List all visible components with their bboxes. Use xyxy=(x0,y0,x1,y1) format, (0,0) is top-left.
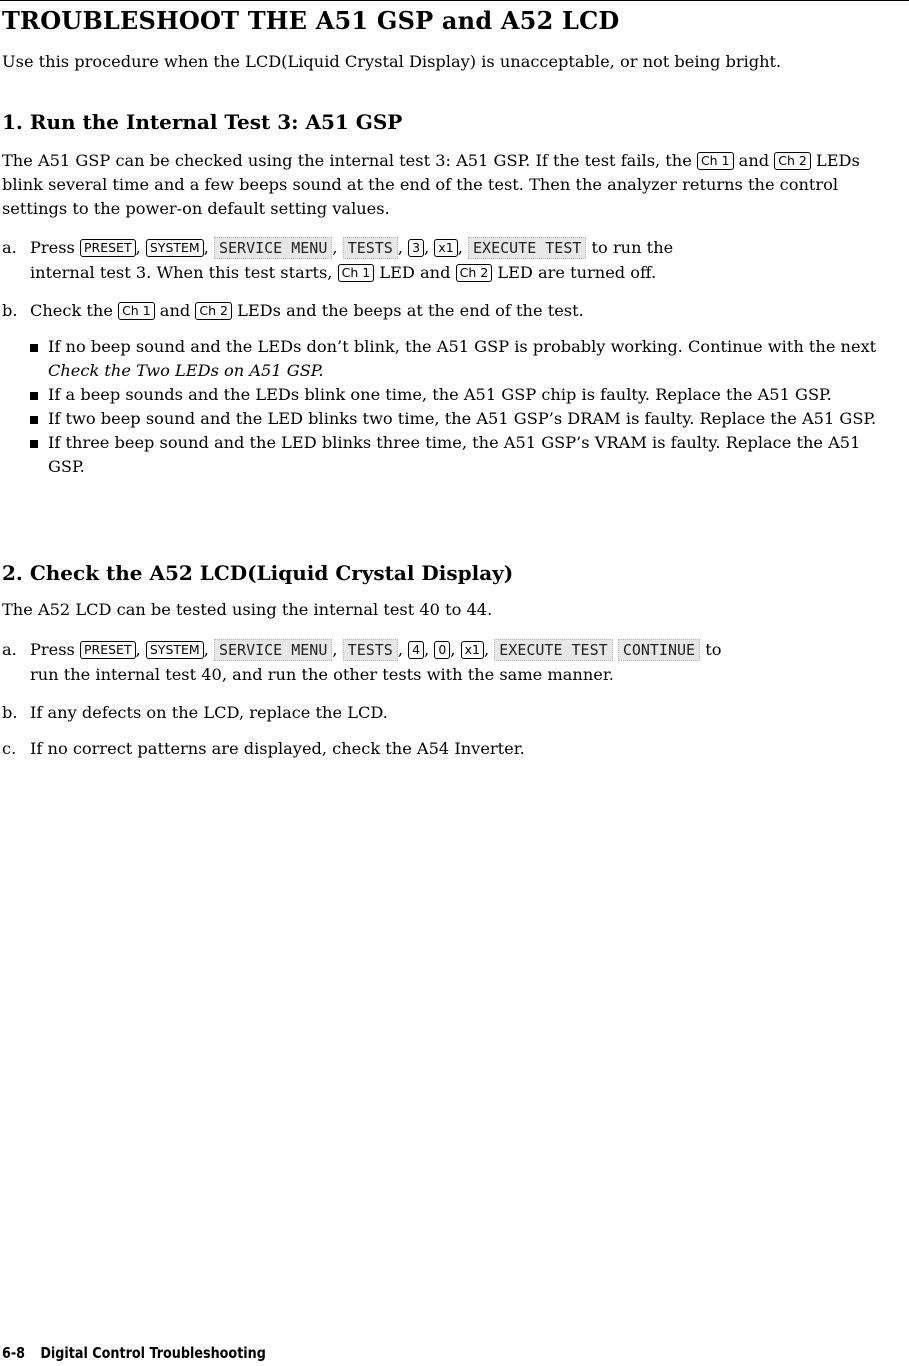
key-4[interactable]: 4 xyxy=(408,641,424,659)
section2-step-b xyxy=(2,700,902,725)
step-label: a. xyxy=(2,238,17,257)
service-menu-softkey[interactable]: SERVICE MENU xyxy=(214,639,332,661)
list-item xyxy=(30,407,890,431)
ch2-key[interactable]: Ch 2 xyxy=(195,302,232,320)
section1-paragraph xyxy=(2,149,902,221)
step-text: LED are turned off. xyxy=(492,263,657,282)
bullet-square-icon xyxy=(30,344,38,352)
section1-heading: 1. Run the Internal Test 3: A51 GSP xyxy=(2,110,403,134)
bullet-text: If two beep sound and the LED blinks two time, the A51 GSP’s DRAM is faulty. Replace the A51 GSP. xyxy=(48,409,877,428)
bullet-text: If three beep sound and the LED blinks three time, the A51 GSP’s VRAM is faulty. Replace the A51 GSP. xyxy=(48,433,861,476)
section2-step-c xyxy=(2,736,902,761)
section1-para-text: and xyxy=(733,151,775,170)
bullet-square-icon xyxy=(30,416,38,424)
bullet-text: If a beep sounds and the LEDs blink one time, the A51 GSP chip is faulty. Replace the A51 GSP. xyxy=(48,385,832,404)
cross-reference-link[interactable]: Check the Two LEDs on A51 GSP. xyxy=(48,361,324,380)
step-text: to xyxy=(700,640,722,659)
step-label: c. xyxy=(2,739,17,758)
ch2-key[interactable]: Ch 2 xyxy=(774,152,811,170)
bullet-square-icon xyxy=(30,392,38,400)
system-key[interactable]: SYSTEM xyxy=(146,239,204,257)
key-x1[interactable]: x1 xyxy=(461,641,484,659)
step-text: internal test 3. When this test starts, xyxy=(30,263,338,282)
section2-heading: 2. Check the A52 LCD(Liquid Crystal Display) xyxy=(2,561,514,585)
bullet-text: If no beep sound and the LEDs don’t blink, the A51 GSP is probably working. Continue with the next xyxy=(48,337,877,356)
step-text: Press xyxy=(30,238,80,257)
step-text: LEDs and the beeps at the end of the test. xyxy=(231,301,584,320)
key-0[interactable]: 0 xyxy=(434,641,450,659)
ch1-key[interactable]: Ch 1 xyxy=(697,152,734,170)
step-text: Check the xyxy=(30,301,119,320)
section2-step-a: a. Press PRESET , SYSTEM , SERVICE MENU , TESTS , 4 , 0 , x1 , EXECUTE TEST CONTINUE to run the internal test 40, and run the other tests with the same manner. xyxy=(2,637,902,687)
bullet-square-icon xyxy=(30,440,38,448)
step-label: a. xyxy=(2,640,17,659)
ch1-key[interactable]: Ch 1 xyxy=(338,264,375,282)
page-number: 6-8 xyxy=(2,1344,26,1362)
step-text: run the internal test 40, and run the other tests with the same manner. xyxy=(30,665,614,684)
tests-softkey[interactable]: TESTS xyxy=(343,237,398,259)
list-item xyxy=(30,431,890,479)
intro-text: Use this procedure when the LCD(Liquid Crystal Display) is unacceptable, or not being bright. xyxy=(2,52,782,71)
footer-section-title: Digital Control Troubleshooting xyxy=(40,1344,266,1362)
section1-para-text: The A51 GSP can be checked using the internal test 3: A51 GSP. If the test fails, the xyxy=(2,151,697,170)
page-footer xyxy=(2,1344,266,1362)
key-x1[interactable]: x1 xyxy=(434,239,457,257)
step-text: and xyxy=(154,301,196,320)
ch1-key[interactable]: Ch 1 xyxy=(118,302,155,320)
step-text: Press xyxy=(30,640,80,659)
step-label: b. xyxy=(2,301,18,320)
page-title: TROUBLESHOOT THE A51 GSP and A52 LCD xyxy=(2,6,620,35)
ch2-key[interactable]: Ch 2 xyxy=(456,264,493,282)
step-a-line2 xyxy=(2,260,902,285)
step-text: If any defects on the LCD, replace the LCD. xyxy=(30,703,388,722)
service-menu-softkey[interactable]: SERVICE MENU xyxy=(214,237,332,259)
step-text: If no correct patterns are displayed, check the A54 Inverter. xyxy=(30,739,525,758)
section1-para-text: LEDs blink several time and a few beeps sound at the end of the test. Then the analyzer returns the control settings to the power-on default setting values. xyxy=(2,151,860,218)
continue-softkey[interactable]: CONTINUE xyxy=(618,639,700,661)
key-3[interactable]: 3 xyxy=(408,239,424,257)
preset-key[interactable]: PRESET xyxy=(80,641,136,659)
execute-test-softkey[interactable]: EXECUTE TEST xyxy=(494,639,612,661)
section2-paragraph: The A52 LCD can be tested using the internal test 40 to 44. xyxy=(2,600,493,619)
section1-step-b xyxy=(2,298,902,323)
list-item xyxy=(30,335,890,383)
top-rule xyxy=(0,0,909,1)
section1-step-a: a. Press PRESET , SYSTEM , SERVICE MENU , TESTS , 3 , x1 , EXECUTE TEST to run the internal test 3. When this test starts, Ch 1 LED and Ch 2 LED are turned off. xyxy=(2,235,902,285)
preset-key[interactable]: PRESET xyxy=(80,239,136,257)
execute-test-softkey[interactable]: EXECUTE TEST xyxy=(468,237,586,259)
step-text: to run the xyxy=(586,238,674,257)
step-text: LED and xyxy=(374,263,456,282)
step-label: b. xyxy=(2,703,18,722)
result-bullet-list xyxy=(30,335,890,479)
list-item xyxy=(30,383,890,407)
tests-softkey[interactable]: TESTS xyxy=(343,639,398,661)
system-key[interactable]: SYSTEM xyxy=(146,641,204,659)
